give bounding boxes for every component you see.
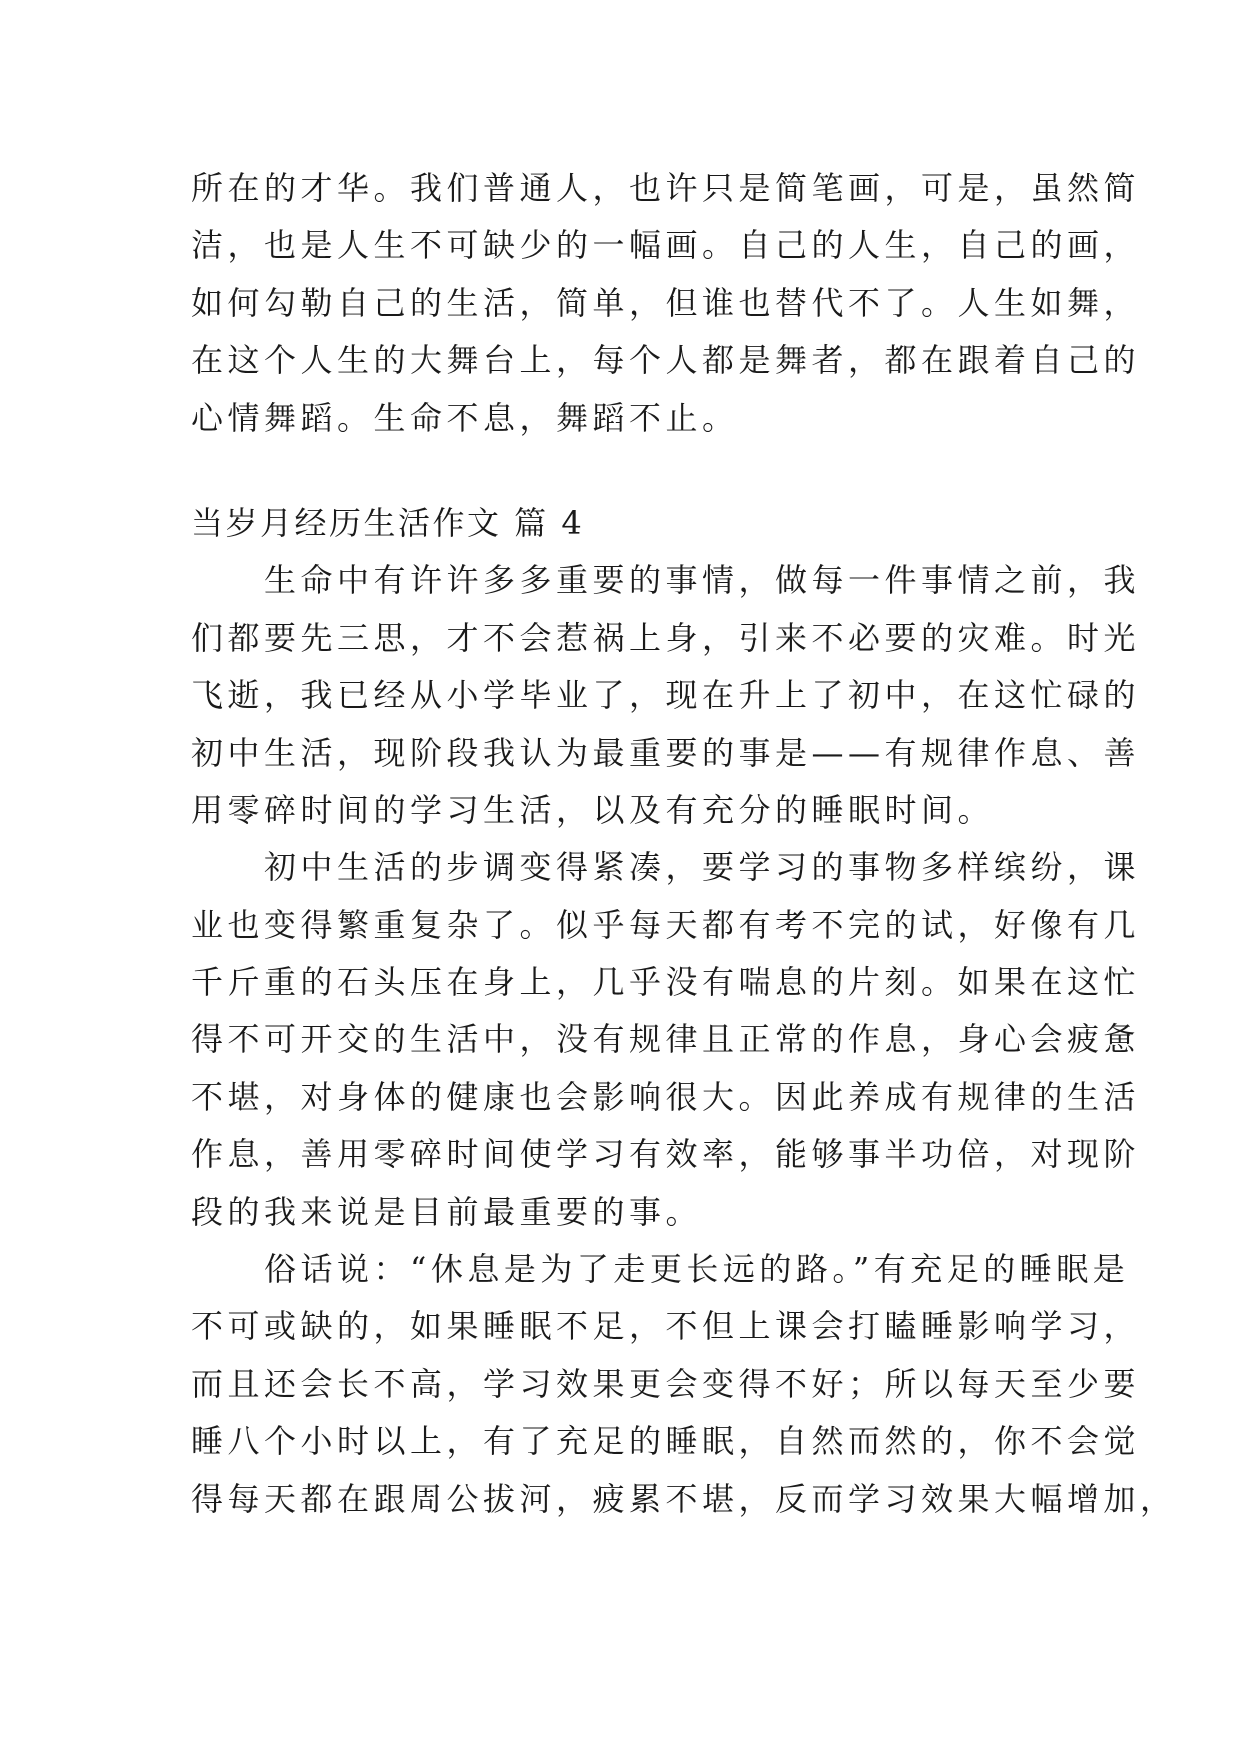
text-line: 得每天都在跟周公拔河，疲累不堪，反而学习效果大幅增加， [191, 1479, 1177, 1518]
text-line: 业也变得繁重复杂了。似乎每天都有考不完的试，好像有几 [191, 905, 1141, 944]
text-line: 心情舞蹈。生命不息，舞蹈不止。 [191, 398, 739, 437]
text-line: 洁，也是人生不可缺少的一幅画。自己的人生，自己的画， [191, 226, 1141, 265]
continuation-paragraph [191, 160, 1141, 447]
text-line: 千斤重的石头压在身上，几乎没有喘息的片刻。如果在这忙 [191, 963, 1141, 1002]
text-line: 作息，善用零碎时间使学习有效率，能够事半功倍，对现阶 [191, 1135, 1141, 1174]
paragraph [191, 1241, 1177, 1528]
document-body [191, 160, 1177, 1528]
section-heading: 当岁月经历生活作文 篇 4 [191, 503, 585, 542]
text-line: 初中生活，现阶段我认为最重要的事是——有规律作息、善 [191, 733, 1141, 772]
text-line: 不堪，对身体的健康也会影响很大。因此养成有规律的生活 [191, 1077, 1141, 1116]
text-line: 生命中有许许多多重要的事情，做每一件事情之前，我 [191, 561, 1141, 600]
text-line: 们都要先三思，才不会惹祸上身，引来不必要的灾难。时光 [191, 618, 1141, 657]
text-line: 睡八个小时以上，有了充足的睡眠，自然而然的，你不会觉 [191, 1422, 1141, 1461]
text-line: 初中生活的步调变得紧凑，要学习的事物多样缤纷，课 [191, 848, 1141, 887]
text-line: 飞逝，我已经从小学毕业了，现在升上了初中，在这忙碌的 [191, 676, 1141, 715]
paragraph [191, 552, 1141, 839]
text-line: 用零碎时间的学习生活，以及有充分的睡眠时间。 [191, 790, 995, 829]
text-line: 而且还会长不高，学习效果更会变得不好；所以每天至少要 [191, 1364, 1141, 1403]
paragraph [191, 839, 1141, 1241]
text-line: 得不可开交的生活中，没有规律且正常的作息，身心会疲惫 [191, 1020, 1141, 1059]
text-line: 段的我来说是目前最重要的事。 [191, 1192, 703, 1231]
text-line: 如何勾勒自己的生活，简单，但谁也替代不了。人生如舞， [191, 283, 1141, 322]
text-line: 不可或缺的，如果睡眠不足，不但上课会打瞌睡影响学习， [191, 1307, 1141, 1346]
section-spacer [191, 447, 1071, 495]
text-line: 所在的才华。我们普通人，也许只是简笔画，可是，虽然简 [191, 169, 1141, 207]
text-line: 俗话说：“休息是为了走更长远的路。”有充足的睡眠是 [191, 1250, 1130, 1289]
text-line: 在这个人生的大舞台上，每个人都是舞者，都在跟着自己的 [191, 341, 1141, 380]
